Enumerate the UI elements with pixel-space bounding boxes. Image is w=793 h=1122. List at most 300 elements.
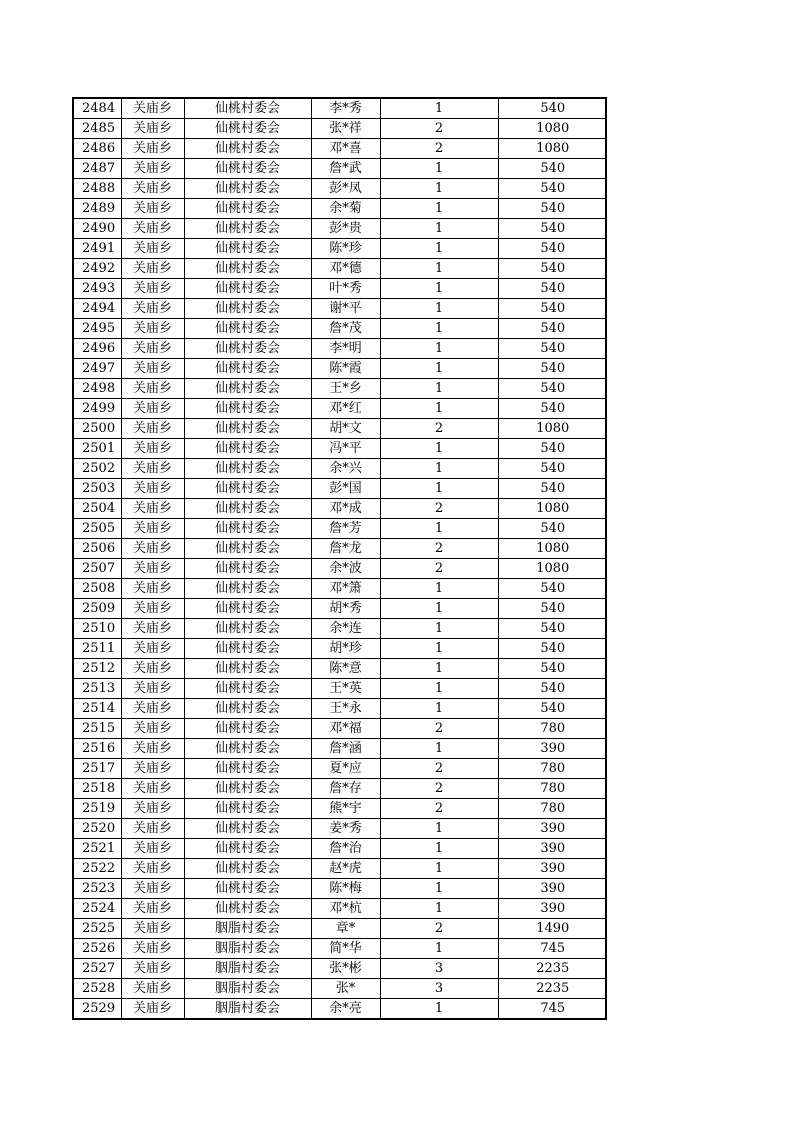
amount-cell: 540 [498,199,606,219]
village-committee-cell: 仙桃村委会 [184,319,311,339]
township-cell: 关庙乡 [121,739,184,759]
village-committee-cell: 仙桃村委会 [184,119,311,139]
row-number-cell: 2529 [73,999,121,1020]
amount-cell: 540 [498,439,606,459]
table-row [73,179,606,199]
data-table [72,97,607,1020]
name-cell: 余*连 [311,619,380,639]
amount-cell: 1080 [498,539,606,559]
table-row [73,879,606,899]
household-count-cell: 1 [380,659,498,679]
amount-cell: 540 [498,299,606,319]
township-cell: 关庙乡 [121,119,184,139]
village-committee-cell: 仙桃村委会 [184,879,311,899]
table-row [73,119,606,139]
township-cell: 关庙乡 [121,559,184,579]
amount-cell: 540 [498,279,606,299]
township-cell: 关庙乡 [121,959,184,979]
township-cell: 关庙乡 [121,179,184,199]
township-cell: 关庙乡 [121,979,184,999]
table-row [73,679,606,699]
name-cell: 邓*成 [311,499,380,519]
amount-cell: 540 [498,159,606,179]
township-cell: 关庙乡 [121,759,184,779]
township-cell: 关庙乡 [121,299,184,319]
name-cell: 张* [311,979,380,999]
row-number-cell: 2505 [73,519,121,539]
village-committee-cell: 仙桃村委会 [184,659,311,679]
name-cell: 彭*凤 [311,179,380,199]
township-cell: 关庙乡 [121,399,184,419]
table-row [73,619,606,639]
household-count-cell: 1 [380,579,498,599]
household-count-cell: 1 [380,999,498,1020]
table-row [73,459,606,479]
name-cell: 詹*存 [311,779,380,799]
household-count-cell: 1 [380,299,498,319]
household-count-cell: 1 [380,479,498,499]
amount-cell: 1080 [498,499,606,519]
amount-cell: 540 [498,659,606,679]
name-cell: 谢*平 [311,299,380,319]
household-count-cell: 1 [380,699,498,719]
amount-cell: 1080 [498,139,606,159]
township-cell: 关庙乡 [121,479,184,499]
amount-cell: 540 [498,699,606,719]
township-cell: 关庙乡 [121,799,184,819]
household-count-cell: 1 [380,159,498,179]
household-count-cell: 2 [380,919,498,939]
household-count-cell: 2 [380,419,498,439]
village-committee-cell: 仙桃村委会 [184,399,311,419]
table-row [73,819,606,839]
name-cell: 夏*应 [311,759,380,779]
row-number-cell: 2515 [73,719,121,739]
township-cell: 关庙乡 [121,519,184,539]
township-cell: 关庙乡 [121,419,184,439]
amount-cell: 540 [498,619,606,639]
household-count-cell: 1 [380,239,498,259]
table-row [73,999,606,1020]
amount-cell: 540 [498,259,606,279]
household-count-cell: 1 [380,179,498,199]
name-cell: 詹*芳 [311,519,380,539]
township-cell: 关庙乡 [121,879,184,899]
amount-cell: 540 [498,459,606,479]
row-number-cell: 2488 [73,179,121,199]
village-committee-cell: 仙桃村委会 [184,199,311,219]
amount-cell: 540 [498,239,606,259]
row-number-cell: 2520 [73,819,121,839]
household-count-cell: 1 [380,679,498,699]
village-committee-cell: 仙桃村委会 [184,379,311,399]
name-cell: 胡*秀 [311,599,380,619]
amount-cell: 2235 [498,959,606,979]
household-count-cell: 1 [380,199,498,219]
table-row [73,139,606,159]
amount-cell: 780 [498,719,606,739]
table-row [73,659,606,679]
village-committee-cell: 仙桃村委会 [184,339,311,359]
row-number-cell: 2490 [73,219,121,239]
amount-cell: 745 [498,999,606,1020]
table-row [73,599,606,619]
household-count-cell: 1 [380,439,498,459]
household-count-cell: 1 [380,399,498,419]
table-body [73,98,606,1019]
row-number-cell: 2487 [73,159,121,179]
township-cell: 关庙乡 [121,619,184,639]
table-row [73,339,606,359]
household-count-cell: 2 [380,719,498,739]
name-cell: 李*秀 [311,98,380,119]
amount-cell: 540 [498,399,606,419]
table-row [73,219,606,239]
row-number-cell: 2507 [73,559,121,579]
household-count-cell: 1 [380,739,498,759]
township-cell: 关庙乡 [121,599,184,619]
amount-cell: 780 [498,779,606,799]
household-count-cell: 1 [380,319,498,339]
row-number-cell: 2509 [73,599,121,619]
township-cell: 关庙乡 [121,259,184,279]
table-row [73,859,606,879]
row-number-cell: 2494 [73,299,121,319]
township-cell: 关庙乡 [121,819,184,839]
name-cell: 邓*德 [311,259,380,279]
name-cell: 王*英 [311,679,380,699]
name-cell: 胡*文 [311,419,380,439]
township-cell: 关庙乡 [121,459,184,479]
township-cell: 关庙乡 [121,239,184,259]
name-cell: 邓*红 [311,399,380,419]
village-committee-cell: 仙桃村委会 [184,679,311,699]
village-committee-cell: 仙桃村委会 [184,359,311,379]
household-count-cell: 2 [380,119,498,139]
row-number-cell: 2523 [73,879,121,899]
village-committee-cell: 仙桃村委会 [184,539,311,559]
amount-cell: 390 [498,839,606,859]
household-count-cell: 2 [380,559,498,579]
row-number-cell: 2528 [73,979,121,999]
township-cell: 关庙乡 [121,659,184,679]
amount-cell: 390 [498,879,606,899]
household-count-cell: 1 [380,219,498,239]
township-cell: 关庙乡 [121,339,184,359]
amount-cell: 540 [498,219,606,239]
row-number-cell: 2519 [73,799,121,819]
village-committee-cell: 仙桃村委会 [184,719,311,739]
row-number-cell: 2501 [73,439,121,459]
row-number-cell: 2526 [73,939,121,959]
table-row [73,919,606,939]
household-count-cell: 1 [380,899,498,919]
village-committee-cell: 仙桃村委会 [184,859,311,879]
amount-cell: 540 [498,579,606,599]
table-row [73,739,606,759]
row-number-cell: 2496 [73,339,121,359]
township-cell: 关庙乡 [121,279,184,299]
village-committee-cell: 仙桃村委会 [184,419,311,439]
table-row [73,98,606,119]
row-number-cell: 2503 [73,479,121,499]
table-row [73,419,606,439]
name-cell: 邓*杭 [311,899,380,919]
household-count-cell: 1 [380,459,498,479]
amount-cell: 540 [498,679,606,699]
row-number-cell: 2504 [73,499,121,519]
table-row [73,359,606,379]
table-row [73,799,606,819]
village-committee-cell: 仙桃村委会 [184,759,311,779]
name-cell: 章* [311,919,380,939]
row-number-cell: 2525 [73,919,121,939]
row-number-cell: 2500 [73,419,121,439]
row-number-cell: 2486 [73,139,121,159]
village-committee-cell: 仙桃村委会 [184,579,311,599]
amount-cell: 1080 [498,419,606,439]
name-cell: 赵*虎 [311,859,380,879]
village-committee-cell: 仙桃村委会 [184,139,311,159]
name-cell: 简*华 [311,939,380,959]
table-row [73,559,606,579]
name-cell: 詹*茂 [311,319,380,339]
village-committee-cell: 仙桃村委会 [184,179,311,199]
table-row [73,779,606,799]
amount-cell: 540 [498,379,606,399]
township-cell: 关庙乡 [121,159,184,179]
name-cell: 余*兴 [311,459,380,479]
township-cell: 关庙乡 [121,939,184,959]
row-number-cell: 2511 [73,639,121,659]
name-cell: 胡*珍 [311,639,380,659]
village-committee-cell: 仙桃村委会 [184,819,311,839]
row-number-cell: 2485 [73,119,121,139]
village-committee-cell: 胭脂村委会 [184,939,311,959]
table-row [73,159,606,179]
household-count-cell: 3 [380,959,498,979]
amount-cell: 390 [498,739,606,759]
name-cell: 张*祥 [311,119,380,139]
village-committee-cell: 仙桃村委会 [184,299,311,319]
village-committee-cell: 胭脂村委会 [184,979,311,999]
village-committee-cell: 仙桃村委会 [184,699,311,719]
row-number-cell: 2513 [73,679,121,699]
township-cell: 关庙乡 [121,999,184,1020]
row-number-cell: 2489 [73,199,121,219]
village-committee-cell: 仙桃村委会 [184,739,311,759]
table-row [73,699,606,719]
township-cell: 关庙乡 [121,319,184,339]
row-number-cell: 2495 [73,319,121,339]
village-committee-cell: 仙桃村委会 [184,619,311,639]
table-row [73,579,606,599]
village-committee-cell: 仙桃村委会 [184,279,311,299]
village-committee-cell: 仙桃村委会 [184,239,311,259]
row-number-cell: 2493 [73,279,121,299]
township-cell: 关庙乡 [121,379,184,399]
amount-cell: 540 [498,339,606,359]
village-committee-cell: 仙桃村委会 [184,599,311,619]
village-committee-cell: 仙桃村委会 [184,839,311,859]
township-cell: 关庙乡 [121,679,184,699]
table-row [73,719,606,739]
row-number-cell: 2521 [73,839,121,859]
row-number-cell: 2522 [73,859,121,879]
amount-cell: 540 [498,639,606,659]
row-number-cell: 2497 [73,359,121,379]
table-row [73,199,606,219]
township-cell: 关庙乡 [121,359,184,379]
amount-cell: 540 [498,479,606,499]
row-number-cell: 2514 [73,699,121,719]
name-cell: 李*明 [311,339,380,359]
name-cell: 余*亮 [311,999,380,1020]
name-cell: 陈*意 [311,659,380,679]
household-count-cell: 1 [380,379,498,399]
name-cell: 叶*秀 [311,279,380,299]
household-count-cell: 2 [380,539,498,559]
village-committee-cell: 仙桃村委会 [184,899,311,919]
name-cell: 彭*国 [311,479,380,499]
household-count-cell: 1 [380,519,498,539]
table-row [73,439,606,459]
table-row [73,839,606,859]
row-number-cell: 2517 [73,759,121,779]
household-count-cell: 1 [380,939,498,959]
village-committee-cell: 仙桃村委会 [184,98,311,119]
township-cell: 关庙乡 [121,719,184,739]
table-row [73,319,606,339]
village-committee-cell: 胭脂村委会 [184,919,311,939]
household-count-cell: 1 [380,98,498,119]
township-cell: 关庙乡 [121,919,184,939]
name-cell: 詹*涵 [311,739,380,759]
household-count-cell: 2 [380,759,498,779]
row-number-cell: 2518 [73,779,121,799]
table-row [73,299,606,319]
township-cell: 关庙乡 [121,98,184,119]
household-count-cell: 1 [380,619,498,639]
amount-cell: 540 [498,519,606,539]
amount-cell: 540 [498,359,606,379]
table-row [73,239,606,259]
village-committee-cell: 胭脂村委会 [184,959,311,979]
amount-cell: 540 [498,179,606,199]
row-number-cell: 2502 [73,459,121,479]
village-committee-cell: 仙桃村委会 [184,499,311,519]
village-committee-cell: 胭脂村委会 [184,999,311,1020]
household-count-cell: 2 [380,799,498,819]
row-number-cell: 2492 [73,259,121,279]
township-cell: 关庙乡 [121,699,184,719]
township-cell: 关庙乡 [121,859,184,879]
name-cell: 詹*龙 [311,539,380,559]
name-cell: 邓*箫 [311,579,380,599]
name-cell: 陈*霞 [311,359,380,379]
amount-cell: 745 [498,939,606,959]
household-count-cell: 2 [380,779,498,799]
village-committee-cell: 仙桃村委会 [184,159,311,179]
table-row [73,539,606,559]
name-cell: 张*彬 [311,959,380,979]
amount-cell: 390 [498,859,606,879]
table-row [73,279,606,299]
township-cell: 关庙乡 [121,499,184,519]
village-committee-cell: 仙桃村委会 [184,459,311,479]
table-row [73,479,606,499]
household-count-cell: 1 [380,359,498,379]
amount-cell: 1490 [498,919,606,939]
row-number-cell: 2508 [73,579,121,599]
row-number-cell: 2510 [73,619,121,639]
household-count-cell: 1 [380,339,498,359]
name-cell: 邓*喜 [311,139,380,159]
household-count-cell: 1 [380,599,498,619]
village-committee-cell: 仙桃村委会 [184,779,311,799]
amount-cell: 780 [498,799,606,819]
name-cell: 陈*梅 [311,879,380,899]
amount-cell: 390 [498,819,606,839]
name-cell: 冯*平 [311,439,380,459]
household-count-cell: 1 [380,819,498,839]
name-cell: 余*菊 [311,199,380,219]
row-number-cell: 2491 [73,239,121,259]
amount-cell: 2235 [498,979,606,999]
amount-cell: 390 [498,899,606,919]
amount-cell: 540 [498,599,606,619]
name-cell: 彭*贵 [311,219,380,239]
township-cell: 关庙乡 [121,779,184,799]
row-number-cell: 2499 [73,399,121,419]
table-row [73,959,606,979]
village-committee-cell: 仙桃村委会 [184,479,311,499]
household-count-cell: 1 [380,639,498,659]
row-number-cell: 2484 [73,98,121,119]
table-row [73,899,606,919]
row-number-cell: 2498 [73,379,121,399]
village-committee-cell: 仙桃村委会 [184,219,311,239]
household-count-cell: 1 [380,259,498,279]
row-number-cell: 2506 [73,539,121,559]
village-committee-cell: 仙桃村委会 [184,439,311,459]
row-number-cell: 2512 [73,659,121,679]
table-row [73,639,606,659]
amount-cell: 540 [498,319,606,339]
table-row [73,499,606,519]
village-committee-cell: 仙桃村委会 [184,559,311,579]
township-cell: 关庙乡 [121,439,184,459]
household-count-cell: 1 [380,839,498,859]
household-count-cell: 1 [380,879,498,899]
name-cell: 王*永 [311,699,380,719]
township-cell: 关庙乡 [121,219,184,239]
household-count-cell: 2 [380,139,498,159]
table-row [73,379,606,399]
amount-cell: 540 [498,98,606,119]
name-cell: 余*波 [311,559,380,579]
row-number-cell: 2527 [73,959,121,979]
name-cell: 詹*治 [311,839,380,859]
township-cell: 关庙乡 [121,899,184,919]
table-row [73,259,606,279]
household-count-cell: 1 [380,859,498,879]
township-cell: 关庙乡 [121,539,184,559]
amount-cell: 1080 [498,559,606,579]
village-committee-cell: 仙桃村委会 [184,519,311,539]
row-number-cell: 2524 [73,899,121,919]
table-row [73,939,606,959]
